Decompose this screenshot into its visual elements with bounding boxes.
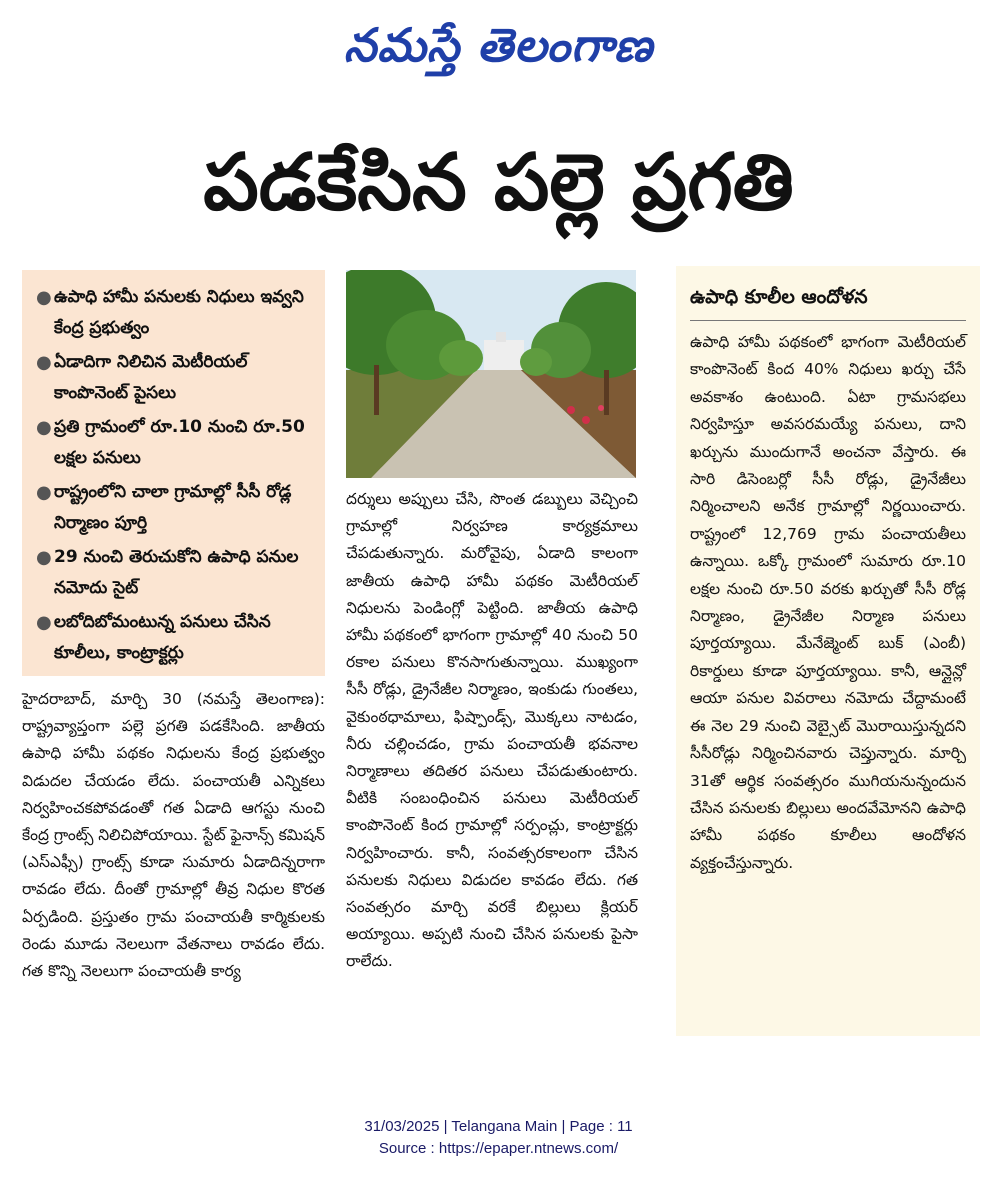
article-body-left: హైదరాబాద్, మార్చి 30 (నమస్తే తెలంగాణ): రాష్ట్రవ్యాప్తంగా పల్లె ప్రగతి పడకేసింది. జాతీయ ఉపాధి హామీ పథకం నిధులను కేంద్ర ప్రభుత్వం విడుదల చేయడం లేదు. పంచాయతీ ఎన్నికలు నిర్వహించకపోవడంతో గత ఏడాది ఆగస్టు నుంచి కేంద్ర గ్రాంట్స్ నిలిచిపోయాయి. స్టేట్ ఫైనాన్స్ కమిషన్ (ఎస్ఎఫ్సీ) గ్రాంట్స్ కూడా సుమారు ఏడాదిన్నరాగా రావడం లేదు. దీంతో గ్రామాల్లో తీవ్ర నిధుల కొరత ఏర్పడింది. ప్రస్తుతం గ్రామ పంచాయతీ కార్మికులకు రెండు మూడు నెలలుగా వేతనాలు రావడం లేదు. గత కొన్ని నెలలుగా పంచాయతీ కార్య bbox=[22, 690, 325, 981]
masthead-logo: నమస్తే తెలంగాణ bbox=[343, 18, 654, 72]
sidebar-box bbox=[676, 266, 980, 1036]
footer-source-link[interactable]: Source : https://epaper.ntnews.com/ bbox=[378, 1140, 619, 1157]
bullet-icon: ● bbox=[36, 482, 52, 503]
highlight-item bbox=[32, 542, 315, 604]
village-road-photo bbox=[346, 270, 636, 478]
sidebar-title: ఉపాధి కూలీల ఆందోళన bbox=[690, 286, 868, 308]
bullet-icon: ● bbox=[36, 547, 52, 568]
bullet-icon: ● bbox=[36, 352, 52, 373]
road-illustration bbox=[346, 270, 636, 478]
highlights-box bbox=[22, 270, 325, 676]
article-body-middle: దర్శులు అప్పులు చేసి, సొంత డబ్బులు వెచ్చించి గ్రామాల్లో నిర్వహణ కార్యక్రమాలు చేపడుతున్నారు. మరోవైపు, ఏడాది కాలంగా జాతీయ ఉపాధి హామీ పథకం మెటీరియల్ నిధులను పెండింగ్లో పెట్టింది. జాతీయ ఉపాధి హామీ పథకంలో భాగంగా గ్రామాల్లో 40 నుంచి 50 రకాల పనులు కొనసాగుతున్నాయి. ముఖ్యంగా సీసీ రోడ్లు, డ్రైనేజీల నిర్మాణం, ఇంకుడు గుంతలు, వైకుంఠధామాలు, ఫిష్పాండ్స్, మొక్కలు నాటడం, నీరు చల్లించడం, గ్రామ పంచాయతీ భవనాల నిర్మాణాలు తదితర పనులు చేపడుతుంటారు. వీటికి సంబంధించిన పనులు మెటీరియల్ కాంపొనెంట్ కింద గ్రామాల్లో సర్పంచ్లు, కాంట్రాక్టర్లు నిర్వహించారు. కానీ, సంవత్సరకాలంగా చేసిన పనులకు నిధులు విడుదల కావడం లేదు. గత సంవత్సరం మార్చి వరకే బిల్లులు క్లియర్ అయ్యాయి. అప్పటి నుంచి చేసిన పనులకు పైసా రాలేదు. bbox=[346, 490, 638, 971]
highlight-text: ప్రతి గ్రామంలో రూ.10 నుంచి రూ.50 లక్షల పనులు bbox=[54, 417, 305, 468]
bullet-icon: ● bbox=[36, 417, 52, 438]
headline: పడకేసిన పల్లె ప్రగతి bbox=[203, 138, 794, 228]
sidebar-body: ఉపాధి హామీ పథకంలో భాగంగా మెటీరియల్ కాంపొనెంట్ కింద 40% నిధులు ఖర్చు చేసే అవకాశం ఉంటుంది. ఏటా గ్రామసభలు నిర్వహిస్తూ అవసరమయ్యే పనులు, దాని ఖర్చును ముందుగానే అంచనా వేస్తారు. ఈ సారి డిసెంబర్లో సీసీ రోడ్లు, డ్రైనేజీలు నిర్మించాలని అనేక గ్రామాల్లో నిర్ణయించారు. రాష్ట్రంలో 12,769 గ్రామ పంచాయతీలు ఉన్నాయి. ఒక్కో గ్రామంలో సుమారు రూ.10 లక్షల నుంచి రూ.50 వరకు ఖర్చుతో సీసీ రోడ్ల నిర్మాణం, డ్రైనేజీల నిర్మాణ పనులు పూర్తయ్యాయి. మేనేజ్మెంట్ బుక్ (ఎంబీ) రికార్డులు కూడా పూర్తయ్యాయి. కానీ, ఆన్లైన్లో ఆయా పనుల వివరాలు నమోదు చేద్దామంటే ఈ నెల 29 నుంచి వెబ్సైట్ మొరాయిస్తున్నదని సీసీరోడ్లు నిర్మించినవారు చెప్తున్నారు. మార్చి 31తో ఆర్థిక సంవత్సరం ముగియనున్నందున చేసిన పనులకు బిల్లులు అందవేమోనని ఉపాధి హామీ పథకం కూలీలు ఆందోళన వ్యక్తంచేస్తున్నారు. bbox=[690, 333, 966, 872]
highlight-text: ఏడాదిగా నిలిచిన మెటీరియల్ కాంపొనెంట్ పైసలు bbox=[54, 352, 248, 403]
sidebar-divider bbox=[690, 320, 966, 321]
highlight-item bbox=[32, 607, 315, 669]
bullet-icon: ● bbox=[36, 287, 52, 308]
highlight-item bbox=[32, 282, 315, 344]
footer bbox=[0, 1116, 997, 1160]
highlight-item bbox=[32, 477, 315, 539]
highlight-text: ఉపాధి హామీ పనులకు నిధులు ఇవ్వని కేంద్ర ప్రభుత్వం bbox=[54, 287, 304, 338]
highlight-item bbox=[32, 347, 315, 409]
footer-date-line: 31/03/2025 | Telangana Main | Page : 11 bbox=[364, 1118, 633, 1135]
highlight-text: 29 నుంచి తెరుచుకోని ఉపాధి పనుల నమోదు సైట్ bbox=[54, 547, 299, 598]
bullet-icon: ● bbox=[36, 612, 52, 633]
highlight-item bbox=[32, 412, 315, 474]
highlight-text: రాష్ట్రంలోని చాలా గ్రామాల్లో సీసీ రోడ్ల నిర్మాణం పూర్తి bbox=[54, 482, 292, 533]
highlight-text: లబోదిబోమంటున్న పనులు చేసిన కూలీలు, కాంట్రాక్టర్లు bbox=[54, 612, 271, 663]
